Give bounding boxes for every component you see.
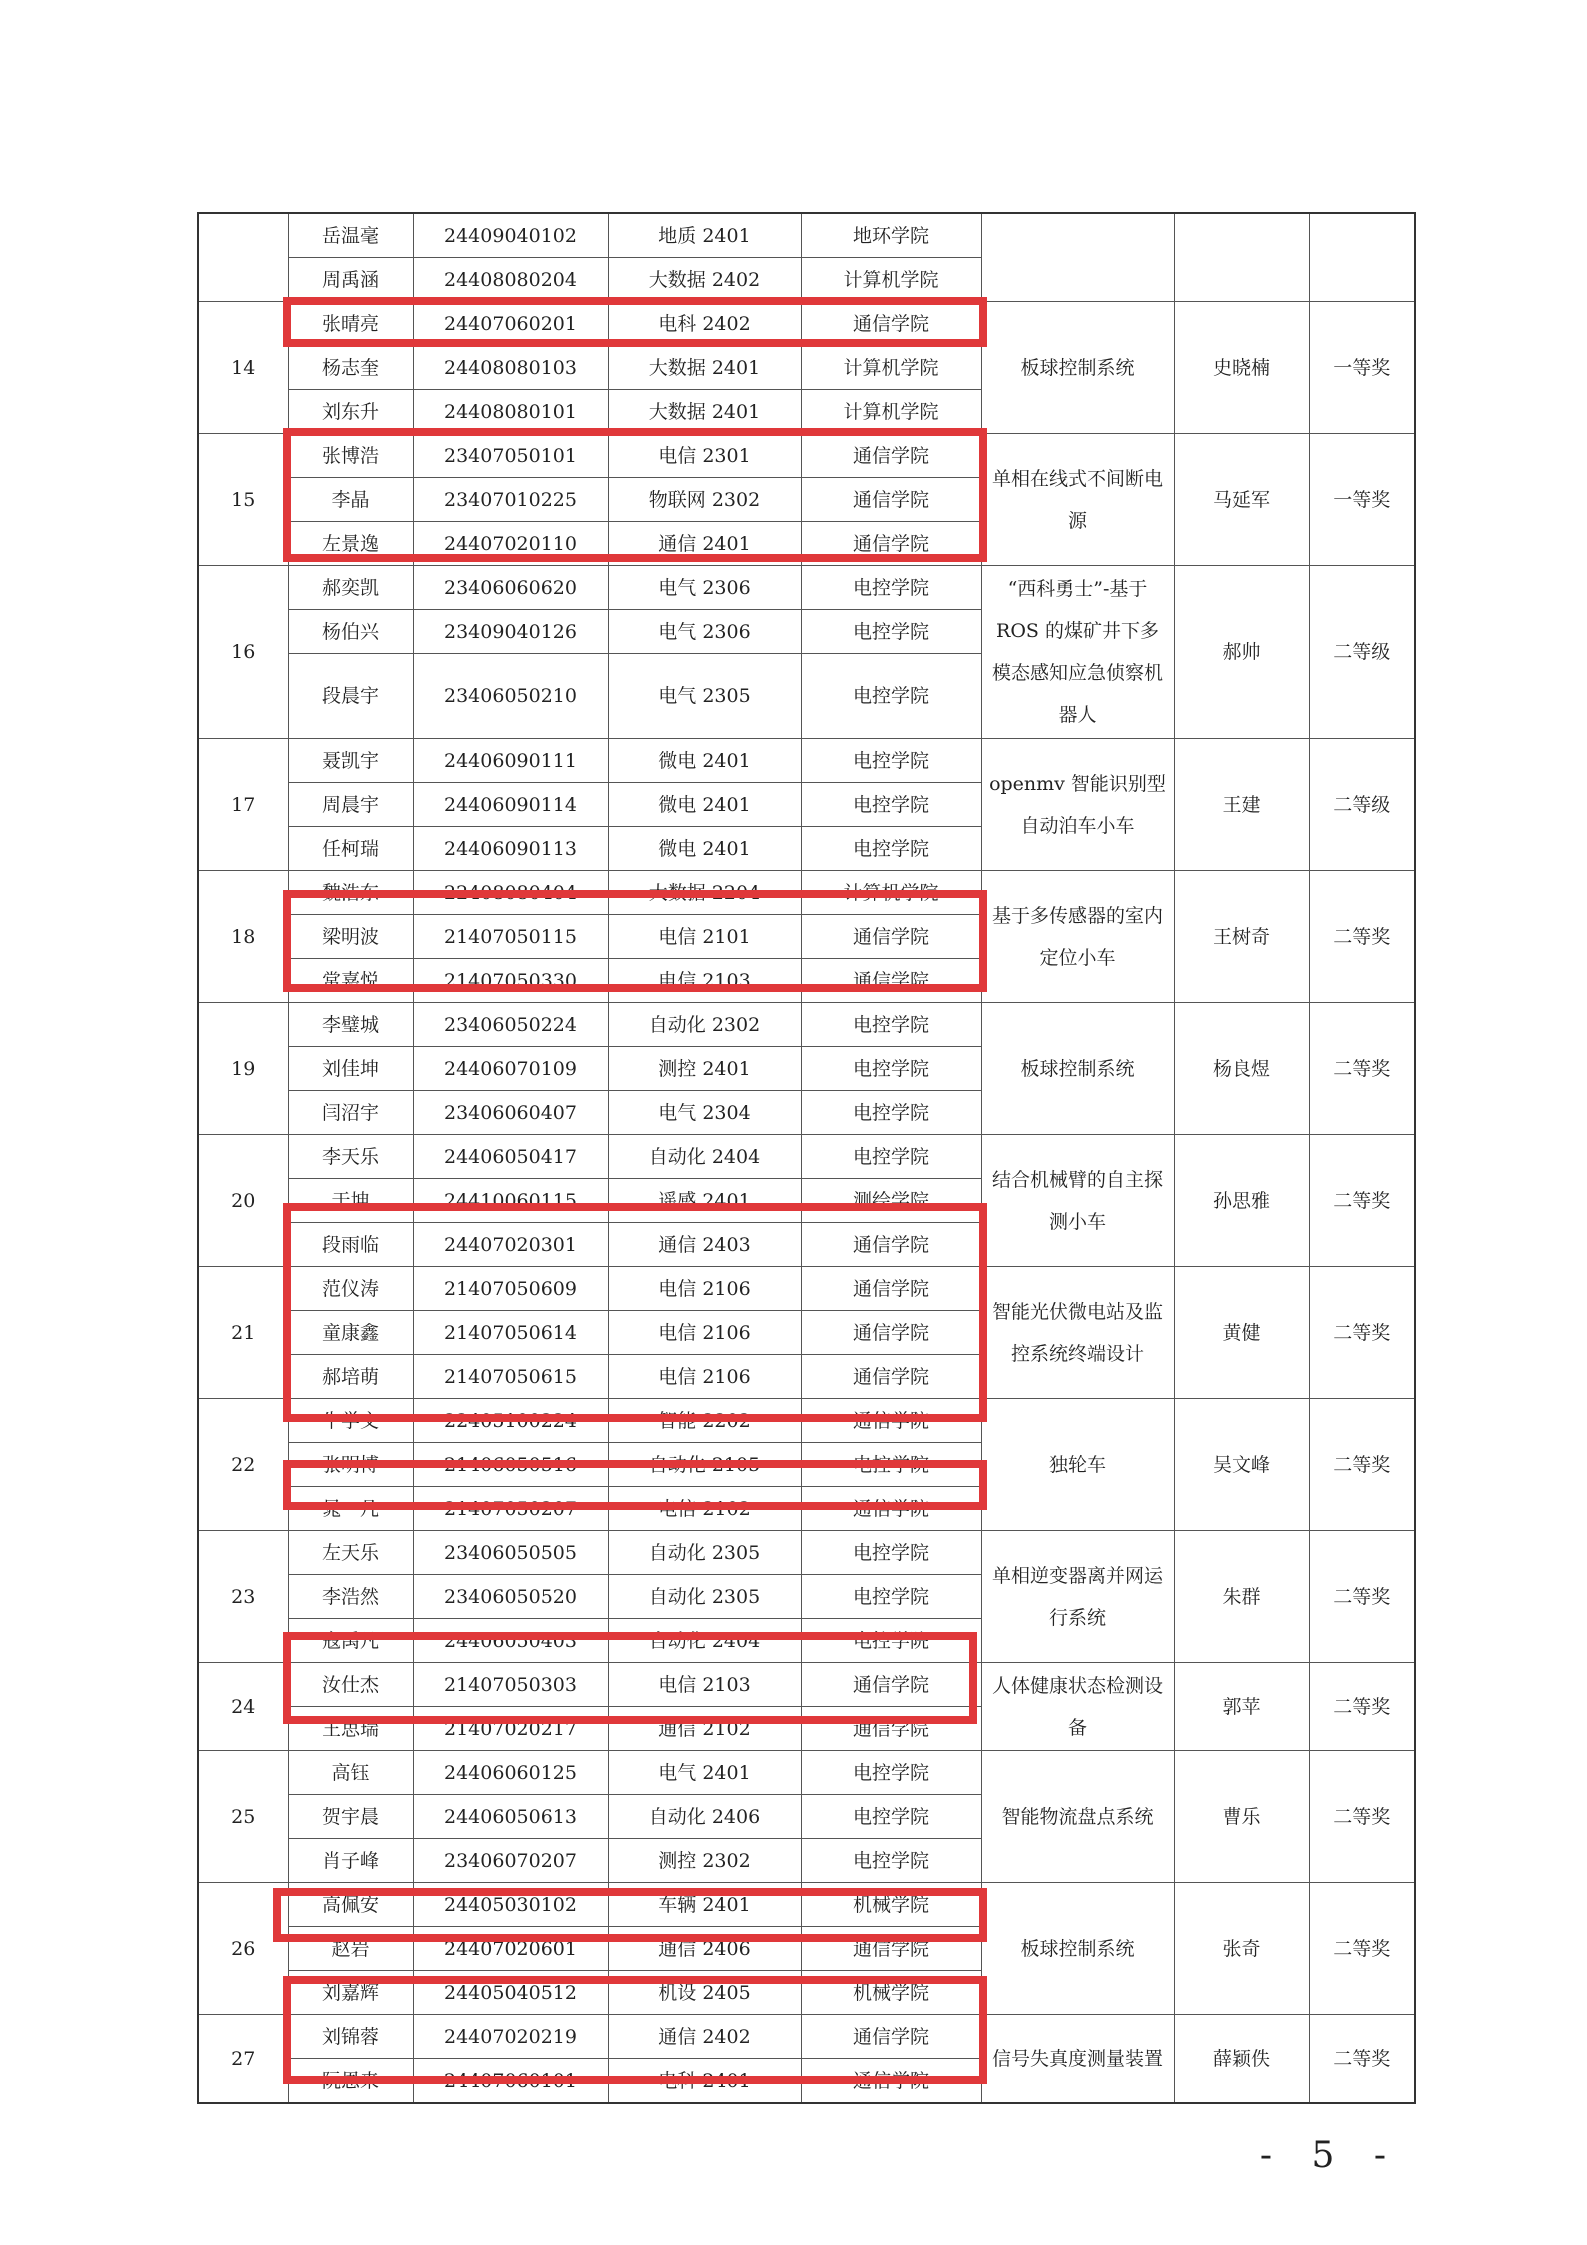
award-table-body: [198, 213, 1415, 2103]
project-name: “西科勇士”-基于ROS 的煤矿井下多模态感知应急侦察机器人: [981, 566, 1174, 739]
member-class: 大数据 2401: [608, 390, 801, 434]
member-id: 21407050330: [413, 959, 608, 1003]
member-class: 电气 2306: [608, 566, 801, 610]
member-id: 24406090114: [413, 783, 608, 827]
member-college: 电控学院: [801, 1135, 981, 1179]
member-class: 大数据 2204: [608, 871, 801, 915]
project-name: 单相逆变器离并网运行系统: [981, 1531, 1174, 1663]
member-name: 阮恩来: [288, 2059, 413, 2104]
award-level: 二等奖: [1309, 1663, 1415, 1751]
member-id: 21407050207: [413, 1487, 608, 1531]
member-college: 通信学院: [801, 434, 981, 478]
member-name: 张晴亮: [288, 302, 413, 346]
member-class: 通信 2406: [608, 1927, 801, 1971]
member-name: 任柯瑞: [288, 827, 413, 871]
award-level: 二等奖: [1309, 1399, 1415, 1531]
member-college: 电控学院: [801, 1003, 981, 1047]
member-class: 自动化 2302: [608, 1003, 801, 1047]
member-name: 寇禹凡: [288, 1619, 413, 1663]
member-class: 电信 2103: [608, 1663, 801, 1707]
member-class: 电信 2103: [608, 959, 801, 1003]
member-id: 24407060201: [413, 302, 608, 346]
member-class: 测控 2401: [608, 1047, 801, 1091]
member-class: 电气 2304: [608, 1091, 801, 1135]
member-college: 机械学院: [801, 1883, 981, 1927]
member-college: 电控学院: [801, 1091, 981, 1135]
group-number: 26: [198, 1883, 288, 2015]
member-class: 电科 2401: [608, 2059, 801, 2104]
project-name: 结合机械臂的自主探测小车: [981, 1135, 1174, 1267]
member-name: 杨伯兴: [288, 610, 413, 654]
project-name: 板球控制系统: [981, 1003, 1174, 1135]
award-level: 二等级: [1309, 739, 1415, 871]
table-row: [198, 739, 1415, 783]
member-class: 自动化 2406: [608, 1795, 801, 1839]
advisor-name: [1174, 213, 1309, 302]
award-level: 二等奖: [1309, 1135, 1415, 1267]
member-college: 测绘学院: [801, 1179, 981, 1223]
member-class: 测控 2302: [608, 1839, 801, 1883]
member-name: 童康鑫: [288, 1311, 413, 1355]
table-row: [198, 213, 1415, 258]
project-name: 智能物流盘点系统: [981, 1751, 1174, 1883]
advisor-name: 薛颖佚: [1174, 2015, 1309, 2104]
member-name: 常嘉悦: [288, 959, 413, 1003]
member-id: 21407020217: [413, 1707, 608, 1751]
member-id: 21406050516: [413, 1443, 608, 1487]
member-id: 21407050614: [413, 1311, 608, 1355]
member-name: 左景逸: [288, 522, 413, 566]
advisor-name: 马延军: [1174, 434, 1309, 566]
member-class: 通信 2402: [608, 2015, 801, 2059]
award-level: 一等奖: [1309, 434, 1415, 566]
member-name: 汝仕杰: [288, 1663, 413, 1707]
member-name: 肖子峰: [288, 1839, 413, 1883]
member-class: 大数据 2401: [608, 346, 801, 390]
advisor-name: 朱群: [1174, 1531, 1309, 1663]
member-class: 微电 2401: [608, 739, 801, 783]
table-row: [198, 302, 1415, 346]
award-level: 二等奖: [1309, 1883, 1415, 2015]
member-college: 电控学院: [801, 783, 981, 827]
member-name: 周禹涵: [288, 258, 413, 302]
member-college: 计算机学院: [801, 258, 981, 302]
member-name: 李浩然: [288, 1575, 413, 1619]
award-table-sheet: [197, 212, 1414, 2104]
table-row: [198, 1003, 1415, 1047]
member-id: 23409040126: [413, 610, 608, 654]
advisor-name: 曹乐: [1174, 1751, 1309, 1883]
member-class: 电信 2101: [608, 915, 801, 959]
member-id: 23406050520: [413, 1575, 608, 1619]
member-class: 电气 2306: [608, 610, 801, 654]
member-college: 电控学院: [801, 1751, 981, 1795]
member-college: 电控学院: [801, 1047, 981, 1091]
table-row: [198, 1267, 1415, 1311]
advisor-name: 吴文峰: [1174, 1399, 1309, 1531]
member-college: 机械学院: [801, 1971, 981, 2015]
member-college: 通信学院: [801, 2059, 981, 2104]
member-id: 24406060125: [413, 1751, 608, 1795]
table-row: [198, 566, 1415, 610]
member-name: 郝培萌: [288, 1355, 413, 1399]
member-name: 左天乐: [288, 1531, 413, 1575]
member-name: 高佩安: [288, 1883, 413, 1927]
advisor-name: 杨良煜: [1174, 1003, 1309, 1135]
member-college: 通信学院: [801, 1663, 981, 1707]
member-id: 24405030102: [413, 1883, 608, 1927]
member-id: 21407050115: [413, 915, 608, 959]
member-id: 23407050101: [413, 434, 608, 478]
member-class: 通信 2401: [608, 522, 801, 566]
member-class: 电气 2305: [608, 654, 801, 739]
member-college: 通信学院: [801, 2015, 981, 2059]
member-name: 晁一凡: [288, 1487, 413, 1531]
member-name: 聂凯宇: [288, 739, 413, 783]
award-level: 二等奖: [1309, 871, 1415, 1003]
member-class: 微电 2401: [608, 783, 801, 827]
group-number: 27: [198, 2015, 288, 2104]
member-name: 岳温毫: [288, 213, 413, 258]
member-college: 电控学院: [801, 1619, 981, 1663]
table-row: [198, 434, 1415, 478]
award-level: [1309, 213, 1415, 302]
member-id: 24407060101: [413, 2059, 608, 2104]
group-number: 24: [198, 1663, 288, 1751]
member-college: 通信学院: [801, 478, 981, 522]
member-name: 梁明波: [288, 915, 413, 959]
member-class: 车辆 2401: [608, 1883, 801, 1927]
member-class: 物联网 2302: [608, 478, 801, 522]
member-college: 电控学院: [801, 654, 981, 739]
member-id: 24407020601: [413, 1927, 608, 1971]
member-class: 机设 2405: [608, 1971, 801, 2015]
member-id: 21407050609: [413, 1267, 608, 1311]
member-college: 通信学院: [801, 1223, 981, 1267]
member-id: 24408080101: [413, 390, 608, 434]
member-name: 贺宇晨: [288, 1795, 413, 1839]
member-class: 自动化 2404: [608, 1135, 801, 1179]
member-college: 电控学院: [801, 566, 981, 610]
member-class: 智能 2202: [608, 1399, 801, 1443]
member-id: 23406070207: [413, 1839, 608, 1883]
member-class: 自动化 2305: [608, 1575, 801, 1619]
member-class: 通信 2403: [608, 1223, 801, 1267]
member-class: 通信 2102: [608, 1707, 801, 1751]
group-number: 23: [198, 1531, 288, 1663]
member-college: 电控学院: [801, 610, 981, 654]
member-college: 通信学院: [801, 915, 981, 959]
table-row: [198, 1135, 1415, 1179]
member-name: 刘锦蓉: [288, 2015, 413, 2059]
table-row: [198, 1531, 1415, 1575]
member-id: 24407020301: [413, 1223, 608, 1267]
award-level: 二等奖: [1309, 1267, 1415, 1399]
member-college: 计算机学院: [801, 390, 981, 434]
member-name: 魏浩东: [288, 871, 413, 915]
member-id: 24409040102: [413, 213, 608, 258]
project-name: 智能光伏微电站及监控系统终端设计: [981, 1267, 1174, 1399]
group-number: 22: [198, 1399, 288, 1531]
award-level: 二等级: [1309, 566, 1415, 739]
group-number: 17: [198, 739, 288, 871]
member-id: 24406050417: [413, 1135, 608, 1179]
project-name: 板球控制系统: [981, 302, 1174, 434]
advisor-name: 王树奇: [1174, 871, 1309, 1003]
project-name: 信号失真度测量装置: [981, 2015, 1174, 2104]
member-name: 刘嘉辉: [288, 1971, 413, 2015]
member-college: 电控学院: [801, 739, 981, 783]
project-name: 基于多传感器的室内定位小车: [981, 871, 1174, 1003]
member-name: 王思瑞: [288, 1707, 413, 1751]
project-name: openmv 智能识别型自动泊车小车: [981, 739, 1174, 871]
table-row: [198, 1751, 1415, 1795]
table-row: [198, 871, 1415, 915]
member-college: 电控学院: [801, 1839, 981, 1883]
member-class: 地质 2401: [608, 213, 801, 258]
member-class: 电信 2106: [608, 1355, 801, 1399]
member-name: 李璧城: [288, 1003, 413, 1047]
member-id: 24407020110: [413, 522, 608, 566]
member-name: 段雨临: [288, 1223, 413, 1267]
member-college: 电控学院: [801, 1795, 981, 1839]
member-id: 23406050210: [413, 654, 608, 739]
member-id: 22408080404: [413, 871, 608, 915]
award-level: 二等奖: [1309, 1003, 1415, 1135]
member-id: 22405100224: [413, 1399, 608, 1443]
member-class: 自动化 2305: [608, 1531, 801, 1575]
group-number: 15: [198, 434, 288, 566]
member-id: 24406050403: [413, 1619, 608, 1663]
member-id: 24408080204: [413, 258, 608, 302]
member-college: 电控学院: [801, 1443, 981, 1487]
member-name: 牛学文: [288, 1399, 413, 1443]
page-number: - 5 -: [1259, 2135, 1400, 2176]
project-name: 人体健康状态检测设备: [981, 1663, 1174, 1751]
member-id: 23406060620: [413, 566, 608, 610]
member-name: 段晨宇: [288, 654, 413, 739]
member-class: 遥感 2401: [608, 1179, 801, 1223]
award-level: 二等奖: [1309, 1531, 1415, 1663]
member-id: 21407050615: [413, 1355, 608, 1399]
group-number: 16: [198, 566, 288, 739]
member-college: 通信学院: [801, 1487, 981, 1531]
member-college: 通信学院: [801, 302, 981, 346]
member-name: 范仪涛: [288, 1267, 413, 1311]
award-level: 二等奖: [1309, 1751, 1415, 1883]
member-name: 刘佳坤: [288, 1047, 413, 1091]
member-id: 21407050303: [413, 1663, 608, 1707]
member-class: 电气 2401: [608, 1751, 801, 1795]
member-id: 23406050505: [413, 1531, 608, 1575]
member-college: 地环学院: [801, 213, 981, 258]
member-id: 24406050613: [413, 1795, 608, 1839]
member-college: 电控学院: [801, 827, 981, 871]
project-name: 板球控制系统: [981, 1883, 1174, 2015]
group-number: 21: [198, 1267, 288, 1399]
award-table: [197, 212, 1416, 2104]
member-college: 通信学院: [801, 1267, 981, 1311]
member-id: 24410060115: [413, 1179, 608, 1223]
member-college: 通信学院: [801, 1927, 981, 1971]
member-college: 通信学院: [801, 1355, 981, 1399]
member-id: 24408080103: [413, 346, 608, 390]
member-college: 计算机学院: [801, 346, 981, 390]
advisor-name: 孙思雅: [1174, 1135, 1309, 1267]
member-name: 张明博: [288, 1443, 413, 1487]
group-number: 19: [198, 1003, 288, 1135]
member-class: 电信 2301: [608, 434, 801, 478]
group-number: 14: [198, 302, 288, 434]
member-id: 23406060407: [413, 1091, 608, 1135]
member-class: 大数据 2402: [608, 258, 801, 302]
member-id: 24405040512: [413, 1971, 608, 2015]
member-name: 于坤: [288, 1179, 413, 1223]
member-college: 电控学院: [801, 1531, 981, 1575]
advisor-name: 郝帅: [1174, 566, 1309, 739]
group-number: [198, 213, 288, 302]
advisor-name: 王建: [1174, 739, 1309, 871]
group-number: 20: [198, 1135, 288, 1267]
advisor-name: 张奇: [1174, 1883, 1309, 2015]
member-college: 通信学院: [801, 1707, 981, 1751]
member-name: 郝奕凯: [288, 566, 413, 610]
member-name: 高钰: [288, 1751, 413, 1795]
member-id: 24406070109: [413, 1047, 608, 1091]
member-college: 通信学院: [801, 1399, 981, 1443]
member-id: 24406090113: [413, 827, 608, 871]
table-row: [198, 1883, 1415, 1927]
project-name: [981, 213, 1174, 302]
member-id: 24406090111: [413, 739, 608, 783]
member-class: 自动化 2105: [608, 1443, 801, 1487]
member-class: 电信 2106: [608, 1267, 801, 1311]
member-college: 计算机学院: [801, 871, 981, 915]
member-class: 电科 2402: [608, 302, 801, 346]
table-row: [198, 1399, 1415, 1443]
member-id: 23406050224: [413, 1003, 608, 1047]
project-name: 单相在线式不间断电源: [981, 434, 1174, 566]
member-name: 闫沼宇: [288, 1091, 413, 1135]
member-name: 刘东升: [288, 390, 413, 434]
award-level: 二等奖: [1309, 2015, 1415, 2104]
advisor-name: 郭苹: [1174, 1663, 1309, 1751]
member-class: 电信 2106: [608, 1311, 801, 1355]
member-name: 李天乐: [288, 1135, 413, 1179]
project-name: 独轮车: [981, 1399, 1174, 1531]
group-number: 25: [198, 1751, 288, 1883]
advisor-name: 黄健: [1174, 1267, 1309, 1399]
table-row: [198, 2015, 1415, 2059]
group-number: 18: [198, 871, 288, 1003]
member-name: 李晶: [288, 478, 413, 522]
member-college: 通信学院: [801, 1311, 981, 1355]
member-college: 电控学院: [801, 1575, 981, 1619]
award-level: 一等奖: [1309, 302, 1415, 434]
member-id: 23407010225: [413, 478, 608, 522]
member-college: 通信学院: [801, 522, 981, 566]
advisor-name: 史晓楠: [1174, 302, 1309, 434]
member-class: 微电 2401: [608, 827, 801, 871]
member-id: 24407020219: [413, 2015, 608, 2059]
table-row: [198, 1663, 1415, 1707]
member-college: 通信学院: [801, 959, 981, 1003]
member-name: 张博浩: [288, 434, 413, 478]
member-class: 电信 2102: [608, 1487, 801, 1531]
member-name: 赵岩: [288, 1927, 413, 1971]
member-name: 周晨宇: [288, 783, 413, 827]
member-name: 杨志奎: [288, 346, 413, 390]
member-class: 自动化 2404: [608, 1619, 801, 1663]
